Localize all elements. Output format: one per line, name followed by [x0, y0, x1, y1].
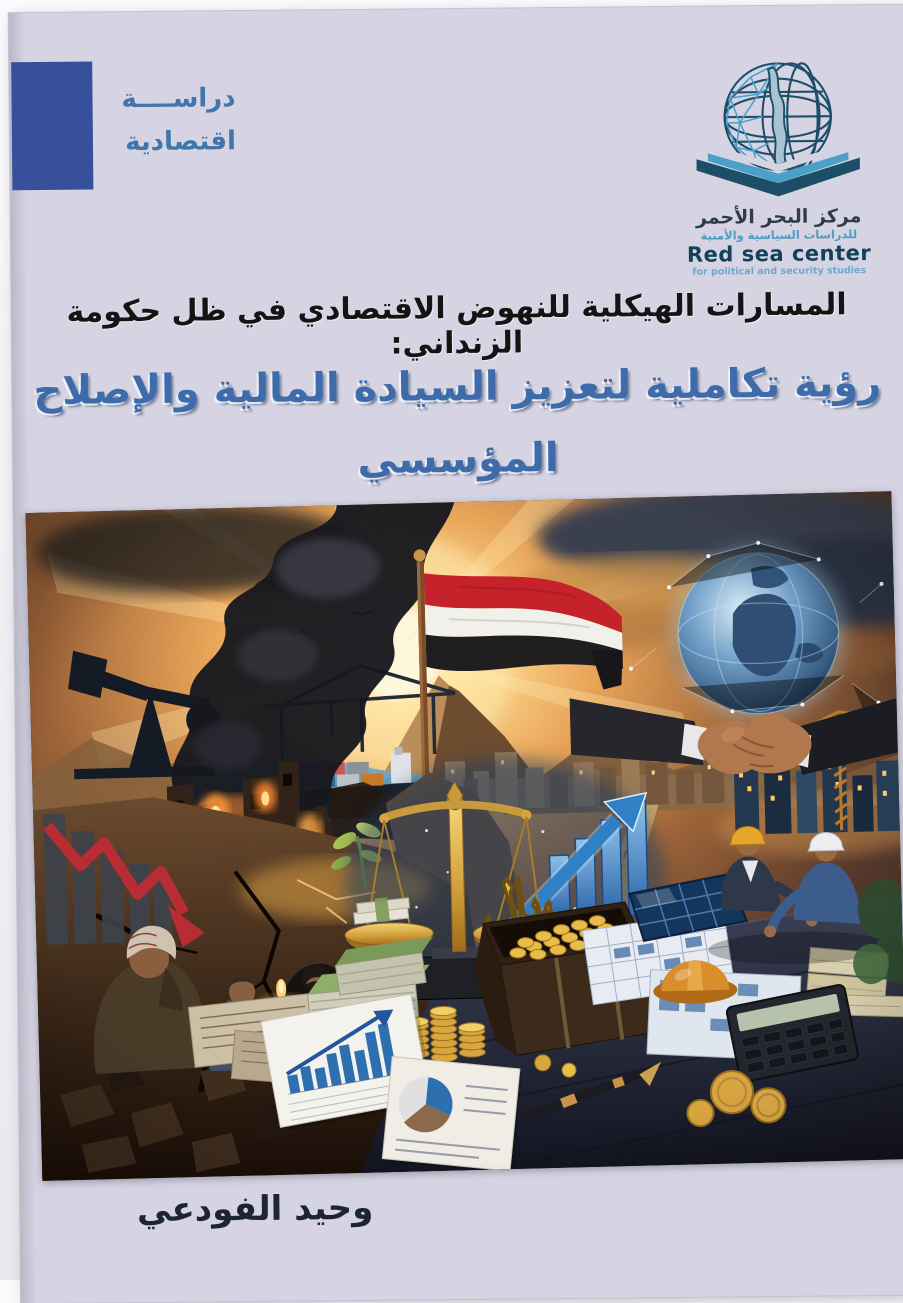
study-type-color-block [11, 61, 93, 190]
logo-name-english: Red sea center [686, 241, 872, 267]
title-kicker: المسارات الهيكلية للنهوض الاقتصادي في ظل حكومة الزنداني: [66, 287, 847, 362]
vignette [26, 491, 903, 1181]
cover-artwork [26, 491, 903, 1181]
title-line1: رؤية تكاملية لتعزيز السيادة المالية والإصلاح المؤسسي [33, 359, 882, 483]
logo-tagline-arabic: للدراسات السياسية والأمنية [700, 227, 858, 243]
logo-name-arabic: مركز البحر الأحمر [695, 205, 862, 229]
study-type-badge [105, 77, 236, 164]
author-name: وحيد الفودعي [136, 1187, 374, 1231]
cover-page [9, 5, 903, 1303]
study-type-line1: دراســــة [121, 83, 236, 115]
logo-tagline-english: for political and security studies [692, 265, 867, 278]
study-type-line2: اقتصادية [124, 126, 237, 158]
publisher-logo [669, 55, 887, 279]
red-sea-center-logo-icon [682, 55, 873, 207]
